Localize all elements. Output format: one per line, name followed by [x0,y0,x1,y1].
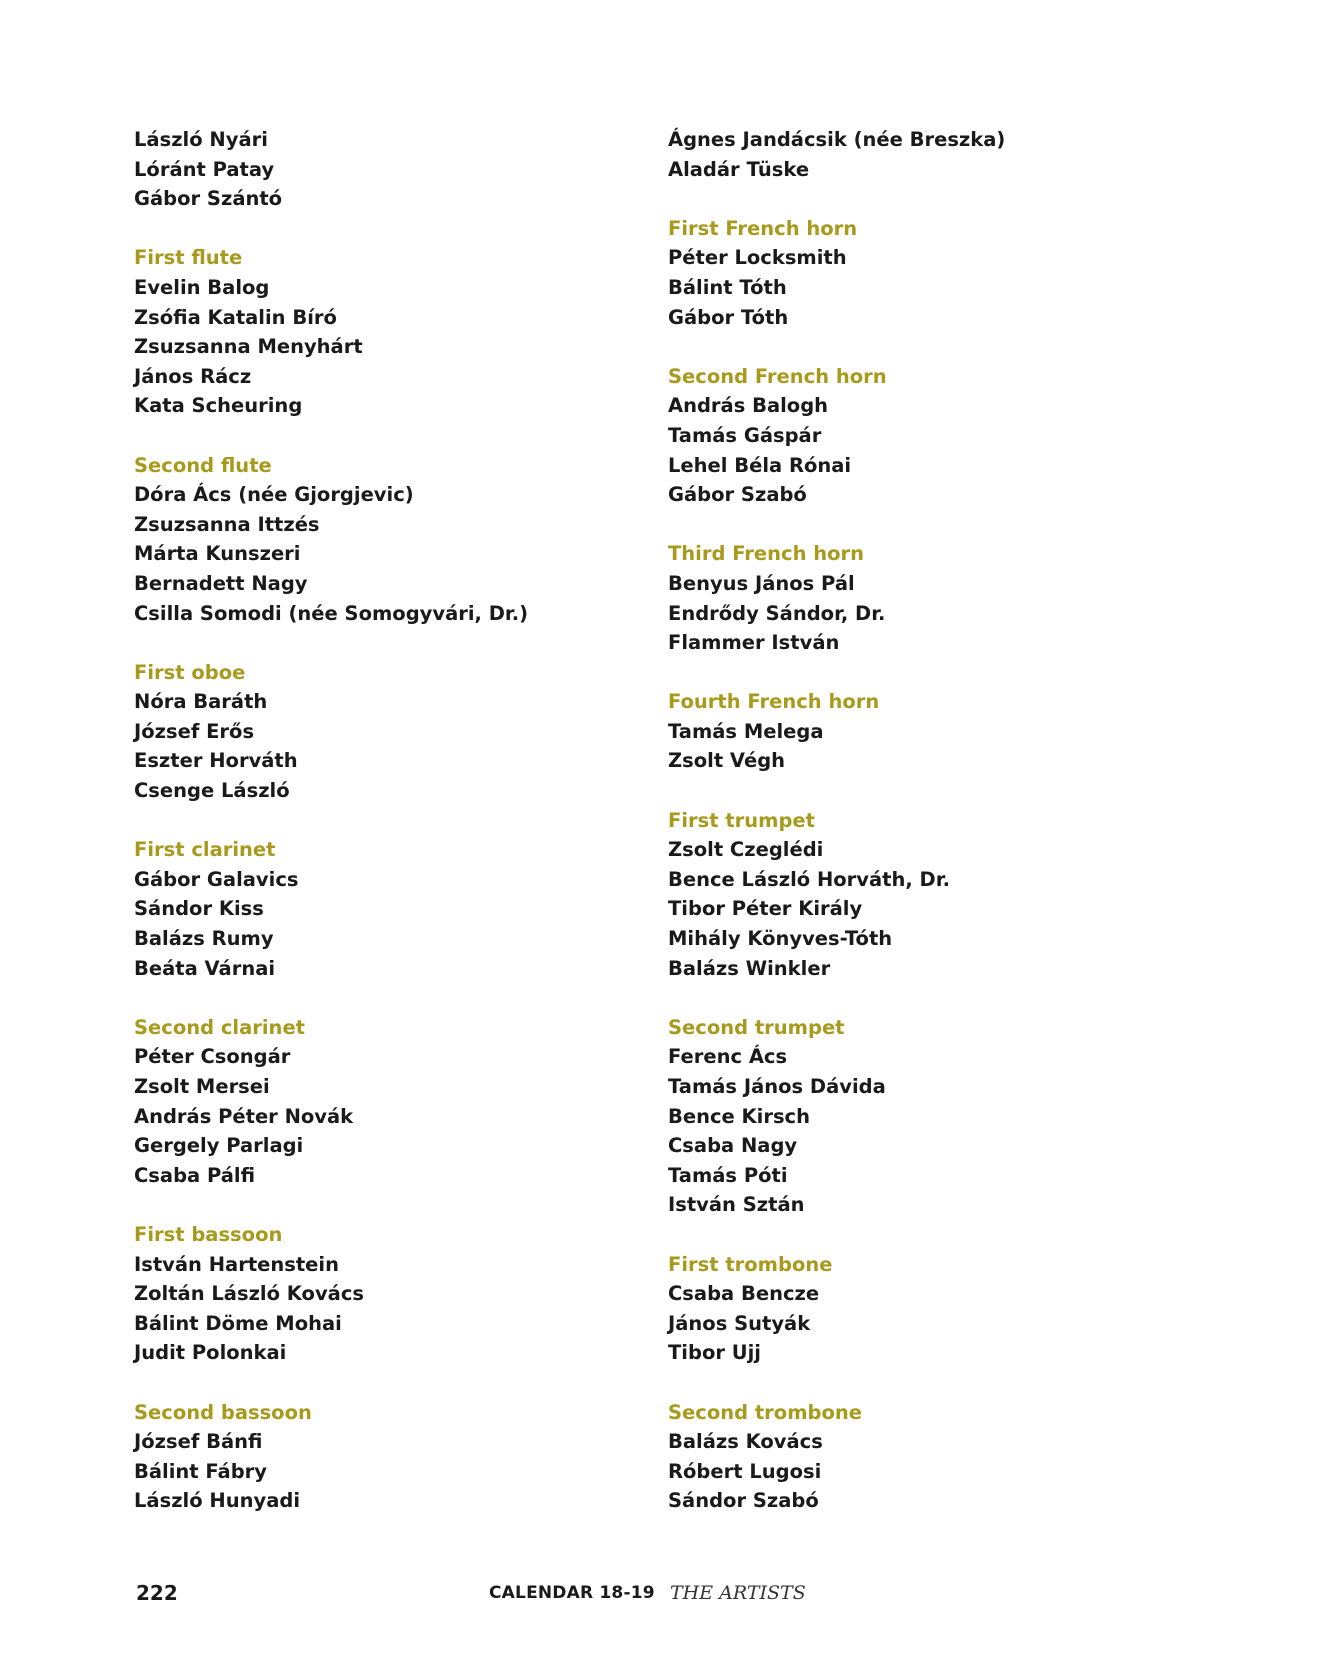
section-heading: First trombone [668,1252,833,1276]
member-name: Csilla Somodi (née Somogyvári, Dr.) [134,601,529,625]
member-name: Sándor Kiss [134,897,264,921]
section-heading: Second trumpet [668,1015,845,1039]
member-name: László Hunyadi [134,1489,301,1513]
member-name: Gábor Szántó [134,187,283,211]
member-name: Bernadett Nagy [134,571,308,595]
member-name: Zsófia Katalin Bíró [134,305,337,329]
member-name: Bálint Döme Mohai [134,1311,342,1335]
section-heading: First clarinet [134,838,276,862]
member-name: Róbert Lugosi [668,1459,822,1483]
section-second-clarinet [134,1013,634,1191]
member-name: Gábor Galavics [134,867,299,891]
section-heading: Third French horn [668,542,865,566]
section-continued [668,125,1228,184]
member-name: Gergely Parlagi [134,1134,304,1158]
member-name: Csaba Nagy [668,1134,798,1158]
section-first-trumpet [668,806,1228,984]
member-name: Zsuzsanna Ittzés [134,512,320,536]
member-name: Dóra Ács (née Gjorgjevic) [134,483,414,507]
member-name: Tamás Gáspár [668,423,822,447]
section-name: THE ARTISTS [670,1582,806,1604]
section-heading: Second French horn [668,364,887,388]
member-name: Beáta Várnai [134,956,276,980]
section-second-flute [134,451,634,629]
member-name: Lóránt Patay [134,157,275,181]
member-name: Tibor Ujj [668,1341,761,1365]
section-continued [134,125,634,214]
member-name: Ágnes Jandácsik (née Breszka) [668,128,1006,151]
member-name: Bálint Tóth [668,275,787,299]
member-name: Lehel Béla Rónai [668,453,852,477]
member-name: Zsolt Czeglédi [668,838,824,862]
member-name: Bálint Fábry [134,1459,268,1483]
member-name: István Sztán [668,1193,805,1217]
member-name: Nóra Baráth [134,690,268,714]
member-name: Zsolt Végh [668,749,786,773]
member-name: Péter Locksmith [668,246,847,270]
member-name: Endrődy Sándor, Dr. [668,601,886,625]
section-heading: First oboe [134,660,246,684]
section-first-french-horn [668,214,1228,332]
member-name: Gábor Tóth [668,305,789,329]
member-name: Balázs Rumy [134,927,274,951]
member-name: Evelin Balog [134,275,270,299]
member-name: János Rácz [134,364,252,388]
member-name: Tamás Melega [668,719,824,743]
section-first-clarinet [134,835,634,983]
member-name: Bence Kirsch [668,1104,811,1128]
section-first-oboe [134,658,634,806]
section-heading: Second clarinet [134,1015,305,1039]
section-heading: Second trombone [668,1400,862,1424]
member-name: Bence László Horváth, Dr. [668,867,950,891]
member-name: András Péter Novák [134,1104,354,1128]
member-name: Zoltán László Kovács [134,1282,364,1306]
section-heading: Second bassoon [134,1400,312,1424]
member-name: Aladár Tüske [668,157,810,181]
member-name: András Balogh [668,394,829,418]
section-first-bassoon [134,1220,634,1368]
section-first-trombone [668,1250,1228,1368]
member-name: Tamás János Dávida [668,1075,886,1098]
member-name: Flammer István [668,631,840,655]
member-name: Judit Polonkai [134,1341,287,1365]
member-name: Sándor Szabó [668,1489,819,1513]
member-name: József Erős [134,719,255,743]
member-name: Péter Csongár [134,1045,291,1069]
member-name: Kata Scheuring [134,394,303,418]
left-column [134,125,634,1516]
member-name: Mihály Könyves-Tóth [668,927,893,951]
member-name: István Hartenstein [134,1252,339,1276]
section-heading: First trumpet [668,808,815,832]
member-name: Benyus János Pál [668,571,855,595]
section-fourth-french-horn [668,687,1228,776]
member-name: Csaba Pálfi [134,1163,256,1187]
section-second-french-horn [668,362,1228,510]
section-heading: Fourth French horn [668,690,880,714]
section-heading: First French horn [668,216,858,240]
member-name: Tamás Póti [668,1163,788,1187]
page-footer [0,1577,1331,1609]
right-column [668,125,1228,1516]
member-name: Ferenc Ács [668,1045,788,1069]
member-name: Tibor Péter Király [668,897,863,921]
member-name: Balázs Winkler [668,956,831,980]
section-first-flute [134,243,634,421]
section-third-french-horn [668,539,1228,657]
page-number: 222 [136,1581,178,1605]
section-heading: First flute [134,246,243,270]
section-second-trombone [668,1398,1228,1516]
member-name: Zsolt Mersei [134,1075,270,1098]
member-name: Csenge László [134,779,290,803]
member-name: Gábor Szabó [668,483,807,507]
section-second-bassoon [134,1398,634,1516]
section-heading: First bassoon [134,1222,283,1246]
member-name: Márta Kunszeri [134,542,301,566]
member-name: Zsuzsanna Menyhárt [134,335,363,359]
member-name: Balázs Kovács [668,1430,823,1454]
member-name: József Bánfi [134,1430,263,1454]
member-name: László Nyári [134,128,268,151]
member-name: Eszter Horváth [134,749,298,773]
member-name: Csaba Bencze [668,1282,820,1306]
section-second-trumpet [668,1013,1228,1220]
member-name: János Sutyák [668,1311,811,1335]
section-heading: Second flute [134,453,272,477]
publication-title: CALENDAR 18-19 [489,1583,655,1603]
